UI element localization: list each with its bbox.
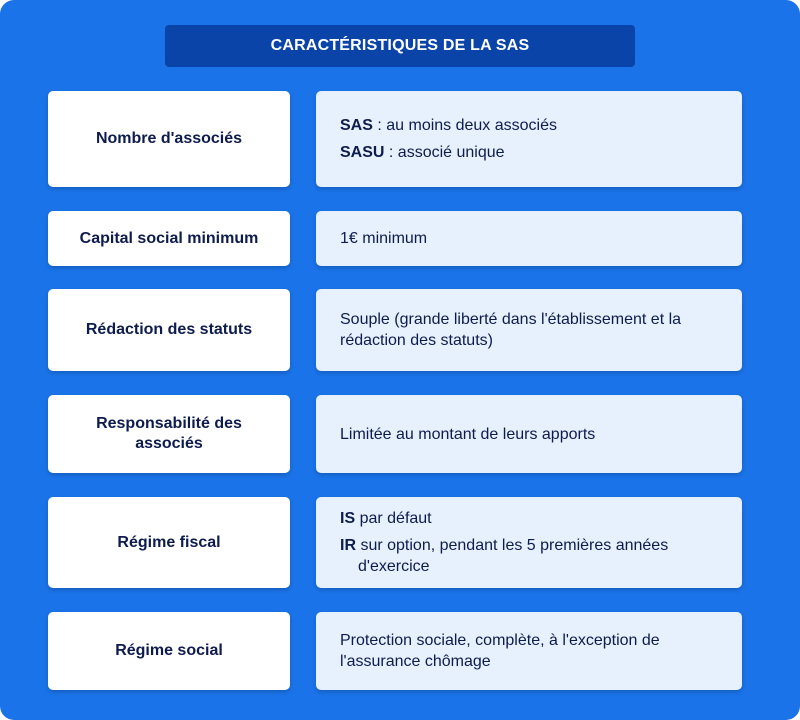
label-card [48, 211, 290, 266]
value-line [340, 630, 706, 672]
value-card [316, 612, 742, 690]
value-card [316, 211, 742, 266]
value-line-text: Protection sociale, complète, à l'exception de l'assurance chômage [340, 632, 660, 670]
value-line-bold: SASU [340, 144, 385, 161]
label-card [48, 395, 290, 473]
value-line [340, 115, 718, 136]
value-card [316, 395, 742, 473]
value-line [340, 309, 706, 351]
row-label: Régime social [115, 642, 223, 659]
label-card [48, 612, 290, 690]
row-label: Responsabilité des associés [96, 415, 242, 452]
value-line-bold: SAS [340, 117, 373, 134]
value-line [340, 142, 718, 163]
value-line-bold: IS [340, 510, 356, 527]
value-card [316, 91, 742, 187]
value-card [316, 289, 742, 371]
value-line-text: : associé unique [384, 144, 505, 161]
value-line-text: Limitée au montant de leurs apports [340, 425, 596, 443]
value-line [340, 424, 718, 445]
value-card [316, 497, 742, 588]
value-line-text: par défaut [355, 510, 432, 527]
label-card [48, 497, 290, 588]
value-line [340, 228, 718, 249]
value-line [340, 535, 712, 577]
page-title: CARACTÉRISTIQUES DE LA SAS [270, 37, 530, 54]
value-line [340, 508, 712, 529]
row-label: Rédaction des statuts [85, 321, 253, 338]
label-card [48, 91, 290, 187]
value-line-text: 1€ minimum [340, 230, 428, 247]
row-label: Nombre d'associés [95, 130, 243, 147]
row-label: Régime fiscal [117, 533, 221, 551]
label-card [48, 289, 290, 371]
value-line-bold: IR [340, 537, 356, 554]
value-line-text: sur option, pendant les 5 premières années d'exercice [356, 537, 669, 575]
row-label: Capital social minimum [79, 229, 259, 247]
title-bar [165, 25, 635, 67]
value-line-text: Souple (grande liberté dans l'établissement et la rédaction des statuts) [340, 311, 682, 349]
value-line-text: : au moins deux associés [372, 117, 557, 134]
